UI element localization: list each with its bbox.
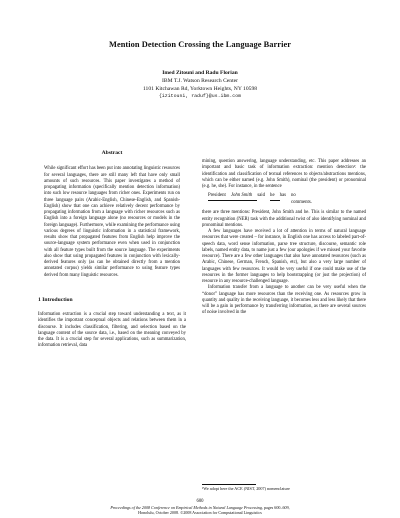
affiliation-address: 1101 Kitchawan Rd, Yorktown Heights, NY 10598 bbox=[142, 86, 258, 92]
proceedings-footer bbox=[0, 505, 400, 515]
proceedings-pages: , pages 600–609, bbox=[261, 505, 290, 510]
section-heading-introduction: 1 Introduction bbox=[38, 296, 73, 303]
example-mention: he bbox=[270, 193, 280, 200]
page-number: 600 bbox=[196, 499, 204, 504]
abstract-heading: Abstract bbox=[101, 150, 123, 156]
example-word: President bbox=[208, 193, 231, 200]
affiliation-org: IBM T.J. Watson Research Center bbox=[162, 78, 238, 84]
example-word: no bbox=[290, 193, 296, 199]
right-paragraph-1: mining, question answering, language understanding, etc. This paper addresses an important and basic task of information extraction: mention detection¹: the identification and classification of textual references to objects/abstractions mentions, which can be either named (e.g. John Smith), nominal (the president) or pronominal (e.g. he, she). For instance, in the sentence bbox=[202, 159, 366, 189]
right-column bbox=[202, 159, 366, 317]
right-paragraph-4: Information transfer from a language to another can be very useful when the “donor” language has more resources than the receiving one. As resources grow in quantity and quality in the receiving language, it becomes less and less likely that there will be a gain in performance by transferring information, as there are several sources of noise involved in the bbox=[202, 285, 366, 316]
example-sentence bbox=[208, 193, 366, 206]
author-emails: {izitouni, raduf}@us.ibm.com bbox=[158, 94, 242, 99]
abstract-text: While significant effort has been put into annotating linguistic resources for several languages, there are still many left that have only small amounts of such resources. This paper investigates a method of propagating information (specifically mention detection information) into such low resource languages from richer ones. Experiments run on three language pairs (Arabic-English, Chinese-English, and Spanish-English) show that one can achieve relatively decent performance by propagating information from a language with richer resources such as English into a foreign language alone (no resources or models in the foreign language). Furthermore, while examining the performance using various degrees of linguistic information in a statistical framework, results show that propagated features from English help improve the source-language system performance even when used in conjunction with all feature types built from the source language. The experiments also show that using propagated features in conjunction with lexically-derived features only (as can be obtained directly from a mention annotated corpus) yields similar performance to using feature types derived from many linguistic resources. bbox=[44, 166, 180, 278]
footnote: ¹We adopt here the ACE (NIST, 2007) nomenclature bbox=[202, 486, 290, 491]
footnote-rule bbox=[202, 484, 256, 485]
example-word: said bbox=[257, 193, 266, 199]
right-paragraph-2: there are three mentions: President, John Smith and he. This is similar to the named entity recognition (NER) task with the additional twist of also identifying nominal and pronominal mentions. bbox=[202, 210, 366, 228]
example-word: comments. bbox=[290, 200, 312, 205]
left-column bbox=[38, 150, 186, 350]
authors: Imed Zitouni and Radu Florian bbox=[162, 70, 238, 76]
right-paragraph-3: A few languages have received a lot of attention in terms of natural language resources that were created – for instance, in English one has access to labeled part-of-speech data, word sense information, parse tree structure, discourse, semantic role labels, named entity data, to name just a few (our apologies if we missed your favorite resource). There are a few other languages that also have annotated resources (such as Arabic, Chinese, German, French, Spanish, etc), but also a very large number of languages with few resources. It would be very useful if one could make use of the resources in the former languages to help bootstrapping (or just the projection) of resource in any resource-challenged language. bbox=[202, 229, 366, 284]
example-mention: John Smith bbox=[231, 193, 257, 200]
example-word: has bbox=[279, 193, 286, 199]
proceedings-location: Honolulu, October 2008. ©2008 Association for Computational Linguistics bbox=[138, 510, 262, 515]
paper-title: Mention Detection Crossing the Language Barrier bbox=[108, 40, 291, 49]
proceedings-venue: Proceedings of the 2008 Conference on Empirical Methods in Natural Language Processing bbox=[110, 505, 262, 510]
intro-paragraph: Information extraction is a crucial step toward understanding a text, as it identifies the important conceptual objects and relations between them in a discourse. It includes classification, filtering, and selection based on the language content of the source data, i.e., based on the meaning conveyed by the data. It is a crucial step for several applications, such as summarization, information retrieval, data bbox=[38, 312, 186, 349]
